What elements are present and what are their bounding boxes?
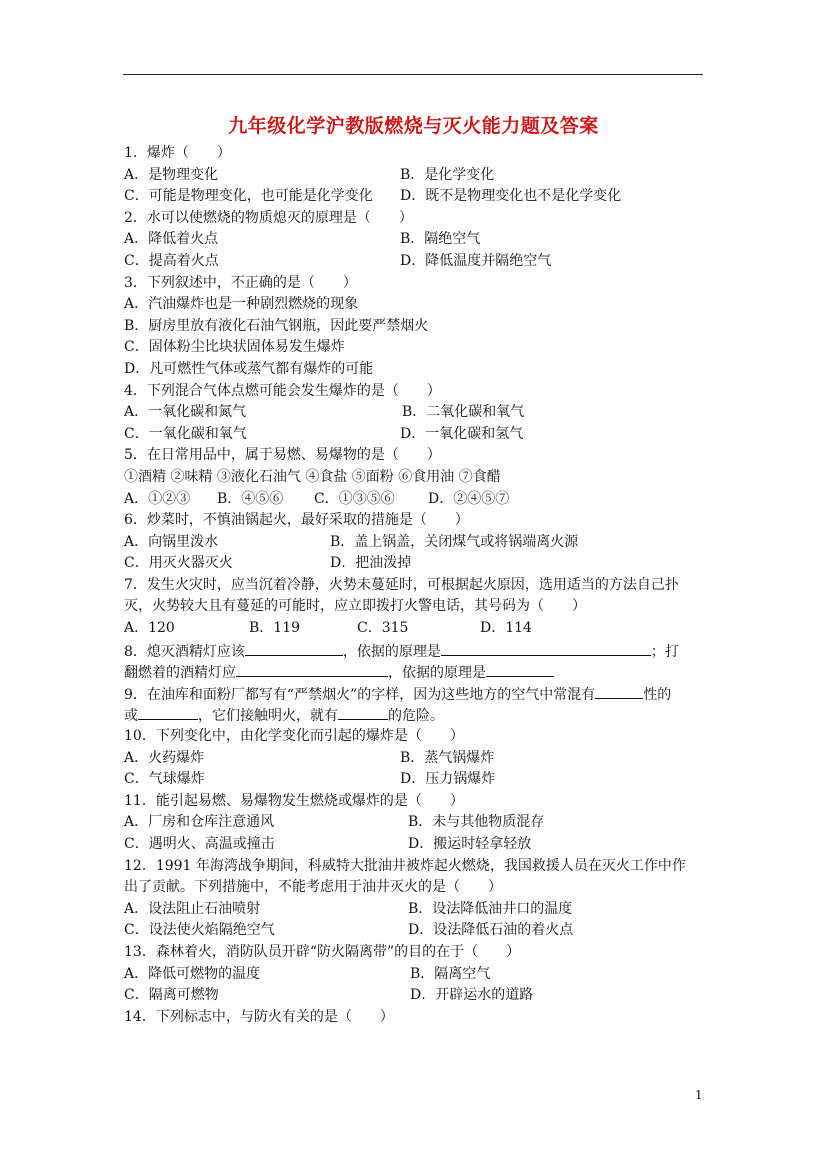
option: A．降低可燃物的温度 bbox=[124, 965, 261, 982]
option-row bbox=[124, 165, 824, 187]
option-row bbox=[124, 402, 824, 424]
option-row bbox=[124, 985, 824, 1007]
option: D．压力锅爆炸 bbox=[400, 771, 496, 788]
option-row bbox=[124, 964, 824, 986]
question-stem: 6．炒菜时，不慎油锅起火，最好采取的措施是（ ） bbox=[124, 512, 469, 529]
item-list: ①酒精 ②味精 ③液化石油气 ④食盐 ⑤面粉 ⑥食用油 ⑦食醋 bbox=[124, 468, 501, 485]
answer-blank[interactable] bbox=[595, 683, 643, 699]
option-row bbox=[124, 489, 824, 511]
option: B．是化学变化 bbox=[400, 166, 495, 183]
answer-blank[interactable] bbox=[338, 704, 388, 720]
option-row bbox=[124, 899, 824, 921]
option: B．④⑤⑥ bbox=[217, 490, 284, 507]
option: C．可能是物理变化，也可能是化学变化 bbox=[124, 188, 373, 205]
question-stem: 4．下列混合气体点燃可能会发生爆炸的是（ ） bbox=[124, 382, 441, 399]
option: C．315 bbox=[357, 620, 409, 637]
question-text: ；打 bbox=[650, 643, 679, 660]
option: B．119 bbox=[249, 620, 301, 637]
option: B．二氧化碳和氧气 bbox=[402, 404, 525, 421]
fill-in-question bbox=[124, 661, 824, 683]
option: C．①③⑤⑥ bbox=[314, 490, 395, 507]
question-stem: 12．1991 年海湾战争期间，科威特大批油井被炸起火燃烧，我国救援人员在灭火工作中作 bbox=[124, 857, 686, 874]
option: B．隔绝空气 bbox=[400, 231, 481, 248]
option: A．是物理变化 bbox=[124, 166, 219, 183]
option: C．固体粉尘比块状固体易发生爆炸 bbox=[124, 339, 345, 356]
option: A．火药爆炸 bbox=[124, 749, 205, 766]
question-stem-continued: 出了贡献。下列措施中，不能考虑用于油井灭火的是（ ） bbox=[124, 879, 502, 896]
option: A．一氧化碳和氮气 bbox=[124, 404, 247, 421]
option-row bbox=[124, 229, 824, 251]
option: B．未与其他物质混存 bbox=[408, 814, 545, 831]
question-stem: 3．下列叙述中，不正确的是（ ） bbox=[124, 274, 357, 291]
answer-blank[interactable] bbox=[236, 661, 388, 677]
option: B．蒸气锅爆炸 bbox=[400, 749, 495, 766]
option: D．一氧化碳和氢气 bbox=[400, 425, 524, 442]
option: D．搬运时轻拿轻放 bbox=[408, 836, 532, 852]
question-text: ，依据的原理是 bbox=[388, 665, 486, 682]
option: C．遇明火、高温或撞击 bbox=[124, 836, 275, 852]
option: D．开辟运水的道路 bbox=[410, 987, 534, 1004]
question-stem: 11．能引起易燃、易爆物发生燃烧或爆炸的是（ ） bbox=[124, 792, 464, 809]
option: D．②④⑤⑦ bbox=[428, 490, 510, 507]
question-stem-continued: 灭，火势较大且有蔓延的可能时，应立即拨打火警电话，其号码为（ ） bbox=[124, 598, 586, 615]
option: C．隔离可燃物 bbox=[124, 987, 219, 1004]
option: A．①②③ bbox=[124, 490, 191, 507]
option-row bbox=[124, 748, 824, 770]
option: B．隔离空气 bbox=[410, 965, 491, 982]
question-stem: 13．森林着火，消防队员开辟“防火隔离带”的目的在于（ ） bbox=[124, 943, 521, 960]
question-text: 性的 bbox=[643, 686, 672, 703]
option: A．降低着火点 bbox=[124, 231, 219, 248]
option-row bbox=[124, 532, 824, 554]
option-row bbox=[124, 251, 824, 273]
option: D．降低温度并隔绝空气 bbox=[400, 252, 552, 269]
option: A．120 bbox=[124, 620, 175, 637]
question-stem: 1．爆炸（ ） bbox=[124, 145, 231, 161]
option: B．厨房里放有液化石油气钢瓶，因此要严禁烟火 bbox=[124, 317, 429, 334]
option: A．厂房和仓库注意通风 bbox=[124, 814, 275, 831]
option: A．汽油爆炸也是一种剧烈燃烧的现象 bbox=[124, 296, 359, 313]
option: C．设法使火焰隔绝空气 bbox=[124, 922, 275, 939]
answer-blank[interactable] bbox=[245, 640, 343, 656]
question-list bbox=[124, 143, 824, 1028]
option-row bbox=[124, 186, 824, 208]
document-title: 九年级化学沪教版燃烧与灭火能力题及答案 bbox=[228, 115, 599, 137]
question-stem: 2．水可以使燃烧的物质熄灭的原理是（ ） bbox=[124, 209, 413, 226]
option-row bbox=[124, 920, 824, 942]
question-text: 翻燃着的酒精灯应 bbox=[124, 665, 236, 682]
option-row bbox=[124, 812, 824, 834]
question-stem: 14．下列标志中，与防火有关的是（ ） bbox=[124, 1008, 394, 1025]
question-stem: 10．下列变化中，由化学变化而引起的爆炸是（ ） bbox=[124, 728, 464, 745]
fill-in-question bbox=[124, 683, 824, 705]
option: C．用灭火器灭火 bbox=[124, 555, 233, 572]
answer-blank[interactable] bbox=[486, 661, 554, 677]
option-row bbox=[124, 618, 824, 640]
answer-blank[interactable] bbox=[441, 640, 651, 656]
option-row bbox=[124, 769, 824, 791]
header-rule bbox=[123, 74, 703, 75]
question-stem: 7．发生火灾时，应当沉着冷静，火势未蔓延时，可根据起火原因，选用适当的方法自己扑 bbox=[124, 576, 679, 593]
option: D．设法降低石油的着火点 bbox=[408, 922, 574, 939]
question-text: 的危险。 bbox=[388, 708, 444, 725]
option: D．114 bbox=[480, 620, 532, 637]
option: C．一氧化碳和氧气 bbox=[124, 425, 247, 442]
question-text: ，依据的原理是 bbox=[342, 643, 441, 660]
question-text: 9．在油库和面粉厂都写有“严禁烟火”的字样，因为这些地方的空气中常混有 bbox=[124, 686, 596, 703]
answer-blank[interactable] bbox=[138, 704, 198, 720]
option-row bbox=[124, 834, 824, 856]
page-number: 1 bbox=[695, 1088, 703, 1102]
option: D．既不是物理变化也不是化学变化 bbox=[400, 188, 622, 205]
option: C．气球爆炸 bbox=[124, 771, 205, 788]
option: A．设法阻止石油喷射 bbox=[124, 900, 261, 917]
option: D．凡可燃性气体或蒸气都有爆炸的可能 bbox=[124, 360, 374, 377]
question-text: 8．熄灭酒精灯应该 bbox=[124, 643, 245, 660]
question-text: ，它们接触明火，就有 bbox=[198, 708, 338, 725]
option: C．提高着火点 bbox=[124, 252, 219, 269]
option-row bbox=[124, 553, 824, 575]
option: B．盖上锅盖，关闭煤气或将锅端离火源 bbox=[330, 533, 579, 550]
question-text: 或 bbox=[124, 708, 138, 725]
option: B．设法降低油井口的温度 bbox=[408, 900, 573, 917]
fill-in-question bbox=[124, 704, 824, 726]
option: A．向锅里泼水 bbox=[124, 533, 219, 550]
fill-in-question bbox=[124, 640, 824, 662]
option: D．把油泼掉 bbox=[330, 555, 412, 572]
question-stem: 5．在日常用品中，属于易燃、易爆物的是（ ） bbox=[124, 447, 441, 464]
option-row bbox=[124, 424, 824, 446]
